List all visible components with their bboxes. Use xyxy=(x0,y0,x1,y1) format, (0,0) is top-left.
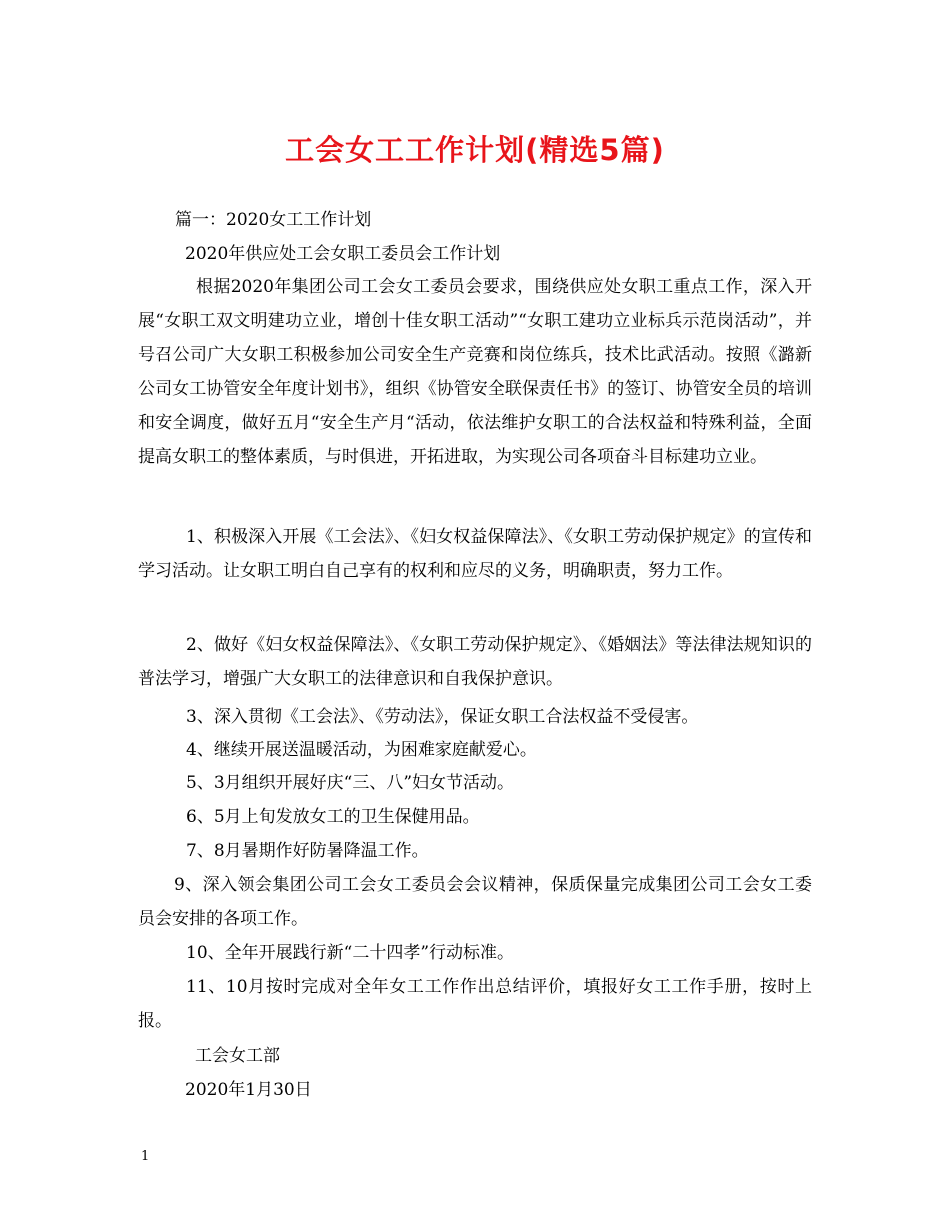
section-heading: 篇一：2020女工工作计划 xyxy=(175,210,372,230)
document-title: 工会女工工作计划(精选5篇) xyxy=(285,133,665,167)
page-number: 1 xyxy=(141,1149,150,1164)
plan-item-10: 10、全年开展践行新“二十四孝”行动标准。 xyxy=(186,943,515,963)
plan-item-5: 5、3月组织开展好庆“三、八”妇女节活动。 xyxy=(186,773,515,793)
signature-date: 2020年1月30日 xyxy=(185,1080,312,1100)
signature-department: 工会女工部 xyxy=(195,1046,280,1066)
plan-item-2: 2、做好《妇女权益保障法》、《女职工劳动保护规定》、《婚姻法》等法律法规知识的普法学习，增强广大女职工的法律意识和自我保护意识。 xyxy=(138,635,812,689)
plan-item-1: 1、积极深入开展《工会法》、《妇女权益保障法》、《女职工劳动保护规定》的宣传和学习活动。让女职工明白自己享有的权利和应尽的义务，明确职责，努力工作。 xyxy=(138,527,812,581)
plan-item-3: 3、深入贯彻《工会法》、《劳动法》，保证女职工合法权益不受侵害。 xyxy=(186,707,699,727)
intro-paragraph: 根据2020年集团公司工会女工委员会要求，围绕供应处女职工重点工作，深入开展“女职工双文明建功立业，增创十佳女职工活动”“女职工建功立业标兵示范岗活动”，并号召公司广大女职工积极参加公司安全生产竞赛和岗位练兵，技术比武活动。按照《潞新公司女工协管安全年度计划书》，组织《协管安全联保责任书》的签订、协管安全员的培训和安全调度，做好五月“安全生产月“活动，依法维护女职工的合法权益和特殊利益，全面提高女职工的整体素质，与时俱进，开拓进取，为实现公司各项奋斗目标建功立业。 xyxy=(138,277,812,467)
plan-item-9: 9、深入领会集团公司工会女工委员会会议精神，保质保量完成集团公司工会女工委员会安排的各项工作。 xyxy=(138,875,812,929)
plan-item-4: 4、继续开展送温暖活动，为困难家庭献爱心。 xyxy=(186,740,537,760)
plan-subtitle: 2020年供应处工会女职工委员会工作计划 xyxy=(185,244,501,264)
plan-item-7: 7、8月暑期作好防暑降温工作。 xyxy=(186,841,429,861)
plan-item-11: 11、10月按时完成对全年女工工作作出总结评价，填报好女工工作手册，按时上报。 xyxy=(138,977,812,1031)
plan-item-6: 6、5月上旬发放女工的卫生保健用品。 xyxy=(186,807,480,827)
